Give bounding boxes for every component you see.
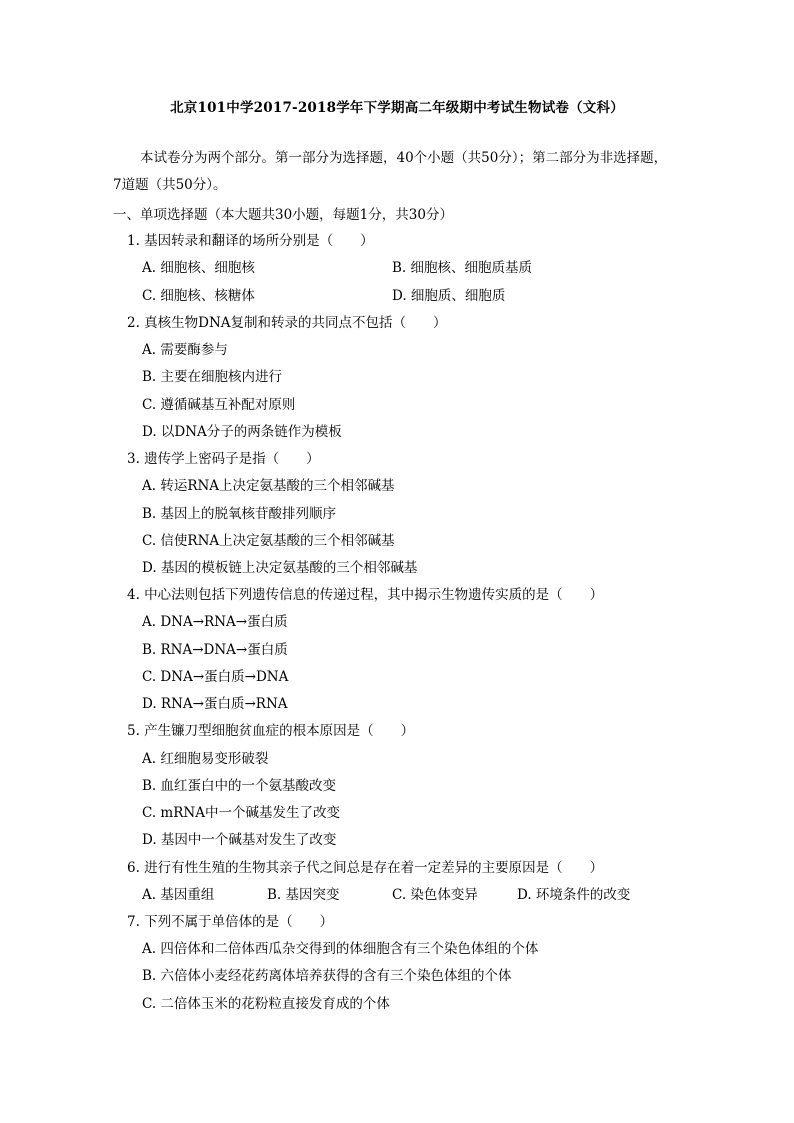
question-7-option-a: A. 四倍体和二倍体西瓜杂交得到的体细胞含有三个染色体组的个体 [142,941,539,957]
question-2-option-b: B. 主要在细胞核内进行 [142,369,283,385]
question-5-stem: 5. 产生镰刀型细胞贫血症的根本原因是（ ） [127,723,415,739]
question-2-option-d: D. 以DNA分子的两条链作为模板 [142,424,342,440]
question-3-option-a: A. 转运RNA上决定氨基酸的三个相邻碱基 [142,478,395,494]
intro-line-1: 本试卷分为两个部分。第一部分为选择题，40个小题（共50分）；第二部分为非选择题， [140,150,668,166]
question-4-option-c: C. DNA→蛋白质→DNA [142,669,289,685]
question-3-option-c: C. 信使RNA上决定氨基酸的三个相邻碱基 [142,533,395,549]
question-6-option-d: D. 环境条件的改变 [517,887,631,903]
question-5-option-b: B. 血红蛋白中的一个氨基酸改变 [142,778,337,794]
question-2-option-a: A. 需要酶参与 [142,342,228,358]
question-5-option-a: A. 红细胞易变形破裂 [142,751,269,767]
question-4-option-d: D. RNA→蛋白质→RNA [142,696,288,712]
question-6-stem: 6. 进行有性生殖的生物其亲子代之间总是存在着一定差异的主要原因是（ ） [127,860,604,876]
question-1-option-a: A. 细胞核、细胞核 [142,260,255,276]
question-6-option-a: A. 基因重组 [142,887,215,903]
intro-paragraph [113,145,693,199]
page-title: 北京101中学2017-2018学年下学期高二年级期中考试生物试卷（文科） [170,100,624,116]
question-1-stem: 1. 基因转录和翻译的场所分别是（ ） [127,233,374,249]
question-7-stem: 7. 下列不属于单倍体的是（ ） [127,914,334,930]
intro-line-2: 7道题（共50分）。 [113,177,227,193]
question-3-stem: 3. 遗传学上密码子是指（ ） [127,451,320,467]
question-7-option-b: B. 六倍体小麦经花药离体培养获得的含有三个染色体组的个体 [142,968,512,984]
question-5-option-d: D. 基因中一个碱基对发生了改变 [142,832,337,848]
question-2-option-c: C. 遵循碱基互补配对原则 [142,397,296,413]
question-2-stem: 2. 真核生物DNA复制和转录的共同点不包括（ ） [127,315,447,331]
question-4-option-b: B. RNA→DNA→蛋白质 [142,642,288,658]
question-4-stem: 4. 中心法则包括下列遗传信息的传递过程，其中揭示生物遗传实质的是（ ） [127,587,604,603]
question-6-option-c: C. 染色体变异 [392,887,478,903]
section-heading: 一、单项选择题（本大题共30小题，每题1分，共30分） [113,207,453,223]
question-1-option-b: B. 细胞核、细胞质基质 [392,260,533,276]
question-3-option-d: D. 基因的模板链上决定氨基酸的三个相邻碱基 [142,560,418,576]
question-6-option-b: B. 基因突变 [267,887,340,903]
question-3-option-b: B. 基因上的脱氧核苷酸排列顺序 [142,506,337,522]
question-1-option-d: D. 细胞质、细胞质 [392,288,506,304]
question-4-option-a: A. DNA→RNA→蛋白质 [142,614,288,630]
question-5-option-c: C. mRNA中一个碱基发生了改变 [142,805,340,821]
question-1-option-c: C. 细胞核、核糖体 [142,288,255,304]
question-7-option-c: C. 二倍体玉米的花粉粒直接发育成的个体 [142,996,390,1012]
